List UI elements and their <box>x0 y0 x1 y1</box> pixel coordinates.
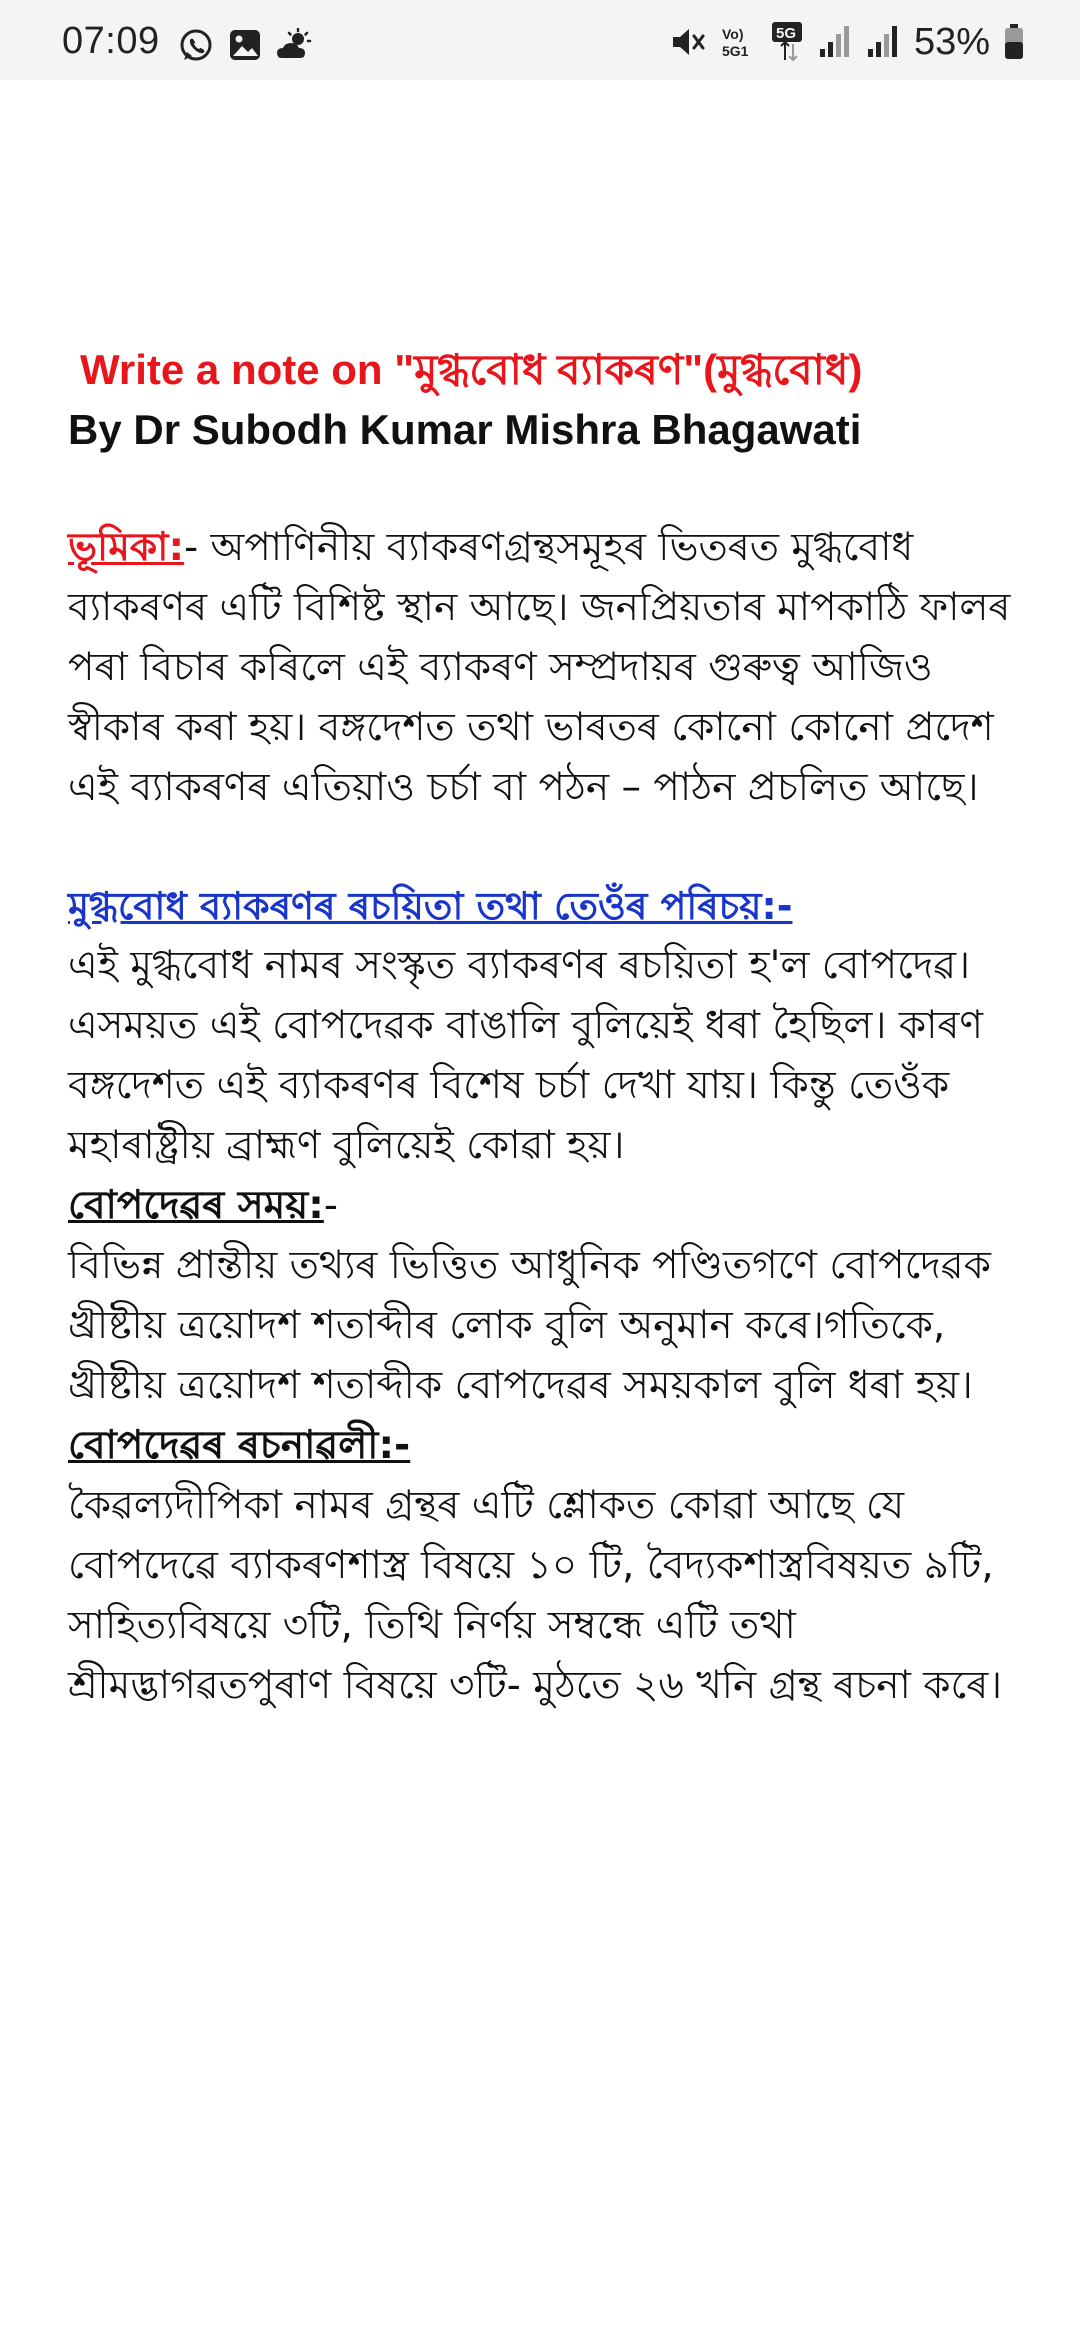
works-section-text: কৈৱল্যদীপিকা নামৰ গ্ৰন্থৰ এটি শ্লোকত কোৱা আছে যে বোপদেৱে ব্যাকৰণশাস্ত্ৰ বিষয়ে ১০ টি, বৈদ্যকশাস্ত্ৰবিষয়ত ৯টি, সাহিত্যবিষয়ে ৩টি, তিথি নিৰ্ণয় সম্বন্ধে এটি তথা শ্ৰীমদ্ভাগৱতপুৰাণ বিষয়ে ৩টি- মুঠতে ২৬ খনি গ্ৰন্থ ৰচনা কৰে। <box>68 1483 1003 1708</box>
time-section-heading-line <box>68 1176 1028 1236</box>
spacer <box>68 818 1028 876</box>
weather-icon <box>276 28 314 62</box>
gallery-icon <box>228 28 262 62</box>
svg-text:Vo): Vo) <box>721 26 744 42</box>
signal-icon <box>866 25 900 59</box>
volte-icon <box>720 24 756 60</box>
system-status-icons <box>670 22 1024 62</box>
status-time: 07:09 <box>62 20 160 62</box>
time-section-heading-suffix: - <box>323 1183 338 1228</box>
mute-icon <box>670 25 706 59</box>
intro-paragraph <box>68 518 1028 818</box>
spacer <box>68 460 1028 518</box>
svg-text:5G: 5G <box>775 25 796 42</box>
whatsapp-icon <box>178 28 214 64</box>
status-bar <box>0 0 1080 80</box>
time-section-heading: বোপদেৱৰ সময়: <box>68 1183 324 1228</box>
works-section-heading-line <box>68 1416 1028 1476</box>
battery-icon <box>1004 24 1024 60</box>
intro-heading: ভূমিকা: <box>68 525 185 570</box>
intro-text: - অপাণিনীয় ব্যাকৰণগ্ৰন্থসমূহৰ ভিতৰত মুগ্ধবোধ ব্যাকৰণৰ এটি বিশিষ্ট স্থান আছে। জনপ্ৰিয়তাৰ মাপকাঠি ফালৰ পৰা বিচাৰ কৰিলে এই ব্যাকৰণ সম্প্ৰদায়ৰ গুৰুত্ব আজিও স্বীকাৰ কৰা হয়। বঙ্গদেশত তথা ভাৰতৰ কোনো কোনো প্ৰদেশ এই ব্যাকৰণৰ এতিয়াও চৰ্চা বা পঠন – পাঠন প্ৰচলিত আছে। <box>68 525 1011 810</box>
signal-icon <box>818 25 852 59</box>
time-section-text: বিভিন্ন প্ৰান্তীয় তথ্যৰ ভিত্তিত আধুনিক পণ্ডিতগণে বোপদেৱক খ্ৰীষ্টীয় ত্ৰয়োদশ শতাব্দীৰ লোক বুলি অনুমান কৰে।গতিকে, খ্ৰীষ্টীয় ত্ৰয়োদশ শতাব্দীক বোপদেৱৰ সময়কাল বুলি ধৰা হয়। <box>68 1243 991 1408</box>
article-author: By Dr Subodh Kumar Mishra Bhagawati <box>68 406 862 453</box>
author-section-text: এই মুগ্ধবোধ নামৰ সংস্কৃত ব্যাকৰণৰ ৰচয়িতা হ'ল বোপদেৱ। এসময়ত এই বোপদেৱক বাঙালি বুলিয়েই ধৰা হৈছিল। কাৰণ বঙ্গদেশত এই ব্যাকৰণৰ বিশেষ চৰ্চা দেখা যায়। কিন্তু তেওঁক মহাৰাষ্ট্ৰীয় ব্ৰাহ্মণ বুলিয়েই কোৱা হয়। <box>68 943 983 1168</box>
notification-icons <box>178 28 314 64</box>
battery-percentage: 53% <box>913 21 990 63</box>
5g-icon <box>770 22 804 62</box>
author-section-heading: মুগ্ধবোধ ব্যাকৰণৰ ৰচয়িতা তথা তেওঁৰ পৰিচয়:- <box>68 884 793 928</box>
works-section-heading: বোপদেৱৰ ৰচনাৱলী:- <box>68 1423 411 1468</box>
article <box>68 340 1028 1716</box>
article-title: Write a note on "মুগ্ধবোধ ব্যাকৰণ"(মুগ্ধবোধ) <box>80 346 863 393</box>
svg-text:5G1: 5G1 <box>721 43 749 59</box>
